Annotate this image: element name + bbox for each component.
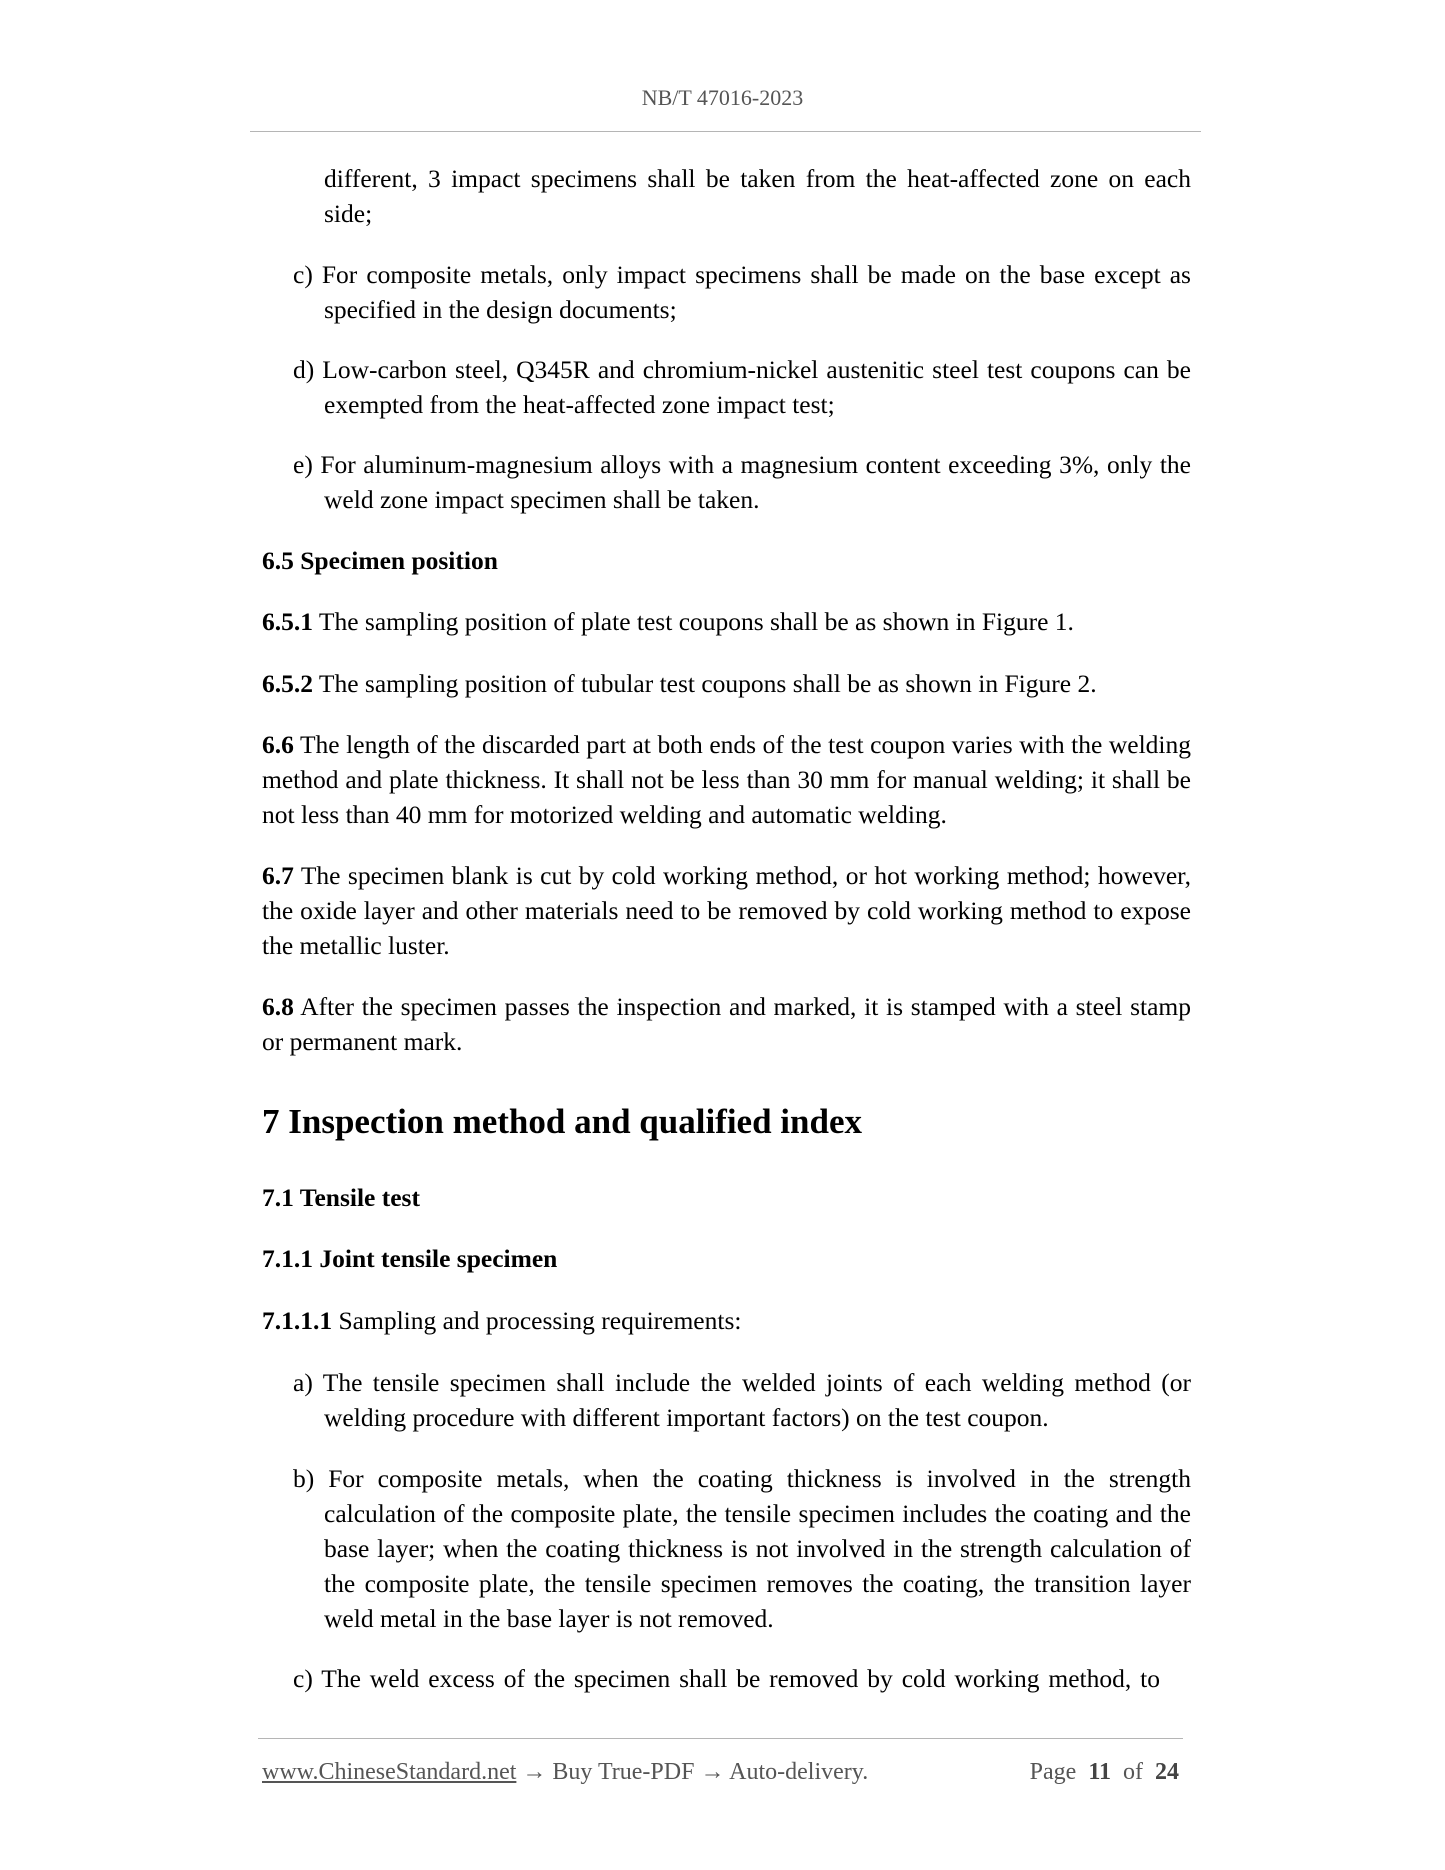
list-item-c: c) For composite metals, only impact specimens shall be made on the base except as specified in the design documents; (293, 260, 1191, 324)
heading-6-5: 6.5 Specimen position (262, 546, 498, 575)
total-pages: 24 (1155, 1759, 1179, 1785)
clause-number: 6.8 (262, 992, 294, 1021)
paragraph-6-7 (262, 858, 1191, 963)
page-label: Page (1029, 1759, 1077, 1785)
continued-text: different, 3 impact specimens shall be taken from the heat-affected zone on each side; (324, 164, 1191, 228)
header-divider (250, 131, 1201, 132)
clause-number: 6.6 (262, 730, 294, 759)
list-item-b: b) For composite metals, when the coating thickness is involved in the strength calculation of the composite plate, the tensile specimen includes the coating and the base layer; when the coating thickness is not involved in the strength calculation of the composite plate, the tensile specimen removes the coating, the transition layer weld metal in the base layer is not removed. (293, 1464, 1191, 1633)
list-item-e: e) For aluminum-magnesium alloys with a magnesium content exceeding 3%, only the weld zone impact specimen shall be taken. (293, 450, 1191, 514)
page-indicator (1030, 1756, 1179, 1788)
paragraph-6-5-2 (262, 666, 1191, 701)
heading-7-1-1: 7.1.1 Joint tensile specimen (262, 1244, 558, 1273)
paragraph-6-6 (262, 727, 1191, 832)
buy-true-pdf-text: Buy True-PDF (552, 1759, 695, 1785)
arrow-icon: → (700, 1759, 725, 1785)
list-item-c-tensile (293, 1661, 1191, 1696)
paragraph-7-1-1-1 (262, 1303, 1191, 1338)
paragraph-6-8 (262, 989, 1191, 1059)
clause-number: 6.5.2 (262, 669, 313, 698)
heading-7-1: 7.1 Tensile test (262, 1183, 420, 1212)
chinese-standard-link[interactable]: www.ChineseStandard.net (262, 1759, 517, 1785)
clause-number: 6.5.1 (262, 607, 313, 636)
clause-text: The specimen blank is cut by cold working method, or hot working method; however, the oxide layer and other materials need to be removed by cold working method to expose the metallic luster. (262, 861, 1191, 960)
footer-links (262, 1756, 868, 1788)
clause-text: After the specimen passes the inspection and marked, it is stamped with a steel stamp or permanent mark. (262, 992, 1191, 1056)
paragraph-6-5-1 (262, 604, 1191, 639)
arrow-icon: → (522, 1759, 547, 1785)
current-page: 11 (1088, 1759, 1111, 1785)
clause-text: The sampling position of plate test coupons shall be as shown in Figure 1. (313, 607, 1074, 636)
clause-number: 7.1.1.1 (262, 1306, 333, 1335)
header-title: NB/T 47016-2023 (641, 85, 804, 110)
list-item-text: c) The weld excess of the specimen shall be removed by cold working method, to (293, 1664, 1160, 1693)
footer-divider (258, 1738, 1183, 1739)
clause-text: The sampling position of tubular test coupons shall be as shown in Figure 2. (313, 669, 1097, 698)
auto-delivery-text: Auto-delivery. (729, 1759, 869, 1785)
clause-text: Sampling and processing requirements: (332, 1306, 742, 1335)
clause-text: The length of the discarded part at both ends of the test coupon varies with the welding method and plate thickness. It shall not be less than 30 mm for manual welding; it shall be not less than 40 mm for motorized welding and automatic welding. (262, 730, 1191, 829)
clause-number: 6.7 (262, 861, 294, 890)
heading-7: 7 Inspection method and qualified index (262, 1102, 862, 1141)
of-label: of (1123, 1759, 1143, 1785)
list-item-d: d) Low-carbon steel, Q345R and chromium-nickel austenitic steel test coupons can be exempted from the heat-affected zone impact test; (293, 355, 1191, 419)
list-item-a: a) The tensile specimen shall include the welded joints of each welding method (or welding procedure with different important factors) on the test coupon. (293, 1368, 1191, 1432)
